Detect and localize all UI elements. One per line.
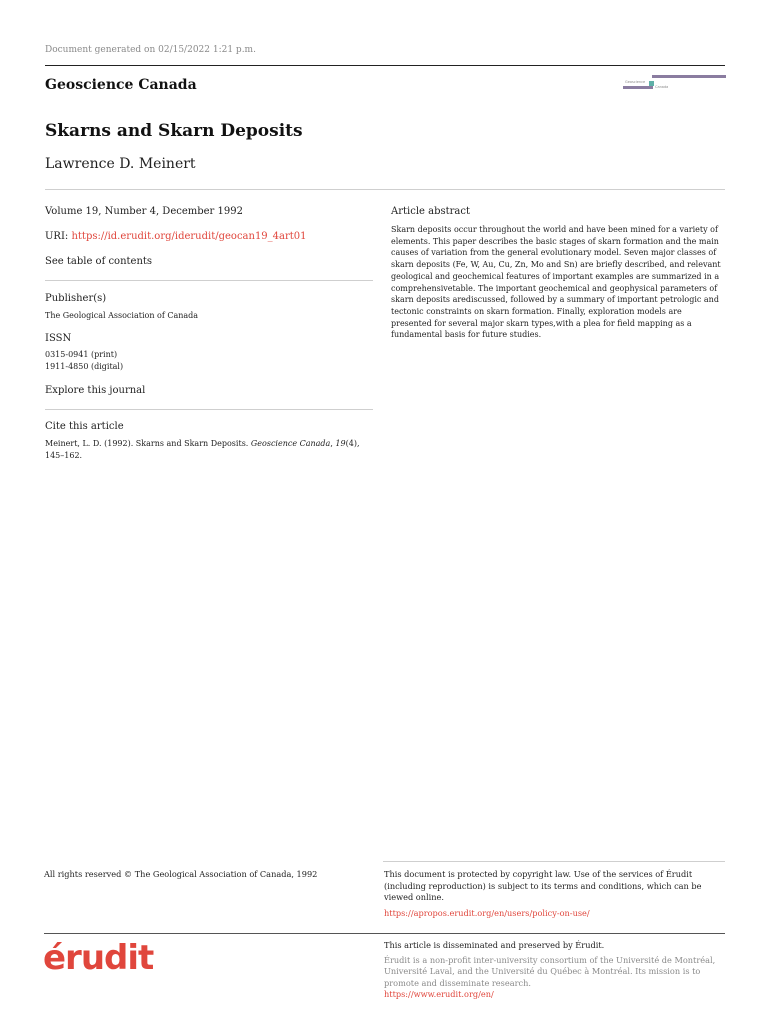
- journal-name: Geoscience Canada: [45, 77, 197, 93]
- citation-sep: ,: [330, 439, 336, 448]
- dissemination-notice: [384, 940, 724, 1001]
- footer-divider-1: [383, 861, 725, 862]
- details-divider-1: [45, 280, 373, 281]
- section-divider: [45, 189, 725, 190]
- citation-prefix: Meinert, L. D. (1992). Skarns and Skarn Deposits.: [45, 439, 251, 448]
- details-divider-2: [45, 409, 373, 410]
- logo-text-2: Canada: [655, 85, 669, 89]
- policy-link[interactable]: https://apropos.erudit.org/en/users/policy-on-use/: [384, 907, 590, 918]
- logo-text-1: Geoscience: [625, 80, 646, 84]
- footer-divider-2: [44, 933, 725, 934]
- citation-volume: 19: [335, 439, 346, 448]
- issn-digital: 1911-4850 (digital): [45, 362, 124, 371]
- dissemination-heading: This article is disseminated and preserved by Érudit.: [384, 940, 605, 950]
- article-title: Skarns and Skarn Deposits: [45, 121, 303, 141]
- journal-logo: [623, 75, 726, 91]
- toc-link[interactable]: See table of contents: [45, 256, 153, 267]
- copyright-text: This document is protected by copyright law. Use of the services of Érudit (including reproduction) is subject to its terms and conditions, which can be viewed online.: [384, 869, 702, 902]
- explore-journal-link[interactable]: Explore this journal: [45, 385, 146, 396]
- dissemination-text: Érudit is a non-profit inter-university consortium of the Université de Montréal, Université Laval, and the Université du Québec à Montréal. Its mission is to promote and disseminate research.: [384, 954, 716, 988]
- abstract-label: Article abstract: [391, 206, 470, 217]
- erudit-link[interactable]: https://www.erudit.org/en/: [384, 989, 494, 999]
- uri-line: [45, 231, 373, 242]
- citation: [45, 438, 365, 462]
- volume-info: Volume 19, Number 4, December 1992: [45, 206, 243, 217]
- issn-label: ISSN: [45, 333, 72, 344]
- rights-notice: All rights reserved © The Geological Association of Canada, 1992: [44, 869, 318, 879]
- copyright-notice: [384, 869, 724, 919]
- citation-journal: Geoscience Canada: [250, 439, 331, 448]
- abstract-section: [391, 206, 723, 341]
- uri-label: URI:: [45, 231, 72, 242]
- publisher-label: Publisher(s): [45, 293, 107, 304]
- article-details: [45, 206, 373, 462]
- uri-link[interactable]: https://id.erudit.org/iderudit/geocan19_4art01: [71, 231, 307, 242]
- top-divider: [45, 65, 725, 66]
- publisher-name: The Geological Association of Canada: [45, 311, 199, 320]
- cite-label: Cite this article: [45, 421, 124, 432]
- generated-date: Document generated on 02/15/2022 1:21 p.m.: [45, 45, 256, 55]
- citation-suffix: (4), 145–162.: [45, 439, 360, 460]
- erudit-logo[interactable]: érudit: [43, 938, 154, 978]
- article-author: Lawrence D. Meinert: [45, 156, 196, 172]
- abstract-text: Skarn deposits occur throughout the world and have been mined for a variety of elements. This paper describes the basic stages of skarn formation and the main causes of variation from the general evolutionary model. Seven major classes of skarn deposits (Fe, W, Au, Cu, Zn, Mo and Sn) are briefly described, and relevant geological and geochemical features of important examples are summarized in a comprehensivetable. The important geochemical and geophysical parameters of skarn deposits arediscussed, followed by a summary of important petrologic and tectonic constraints on skarn formation. Finally, exploration models are presented for several major skarn types,with a plea for field mapping as a fundamental basis for future studies.: [391, 225, 721, 340]
- issn-print: 0315-0941 (print): [45, 350, 118, 359]
